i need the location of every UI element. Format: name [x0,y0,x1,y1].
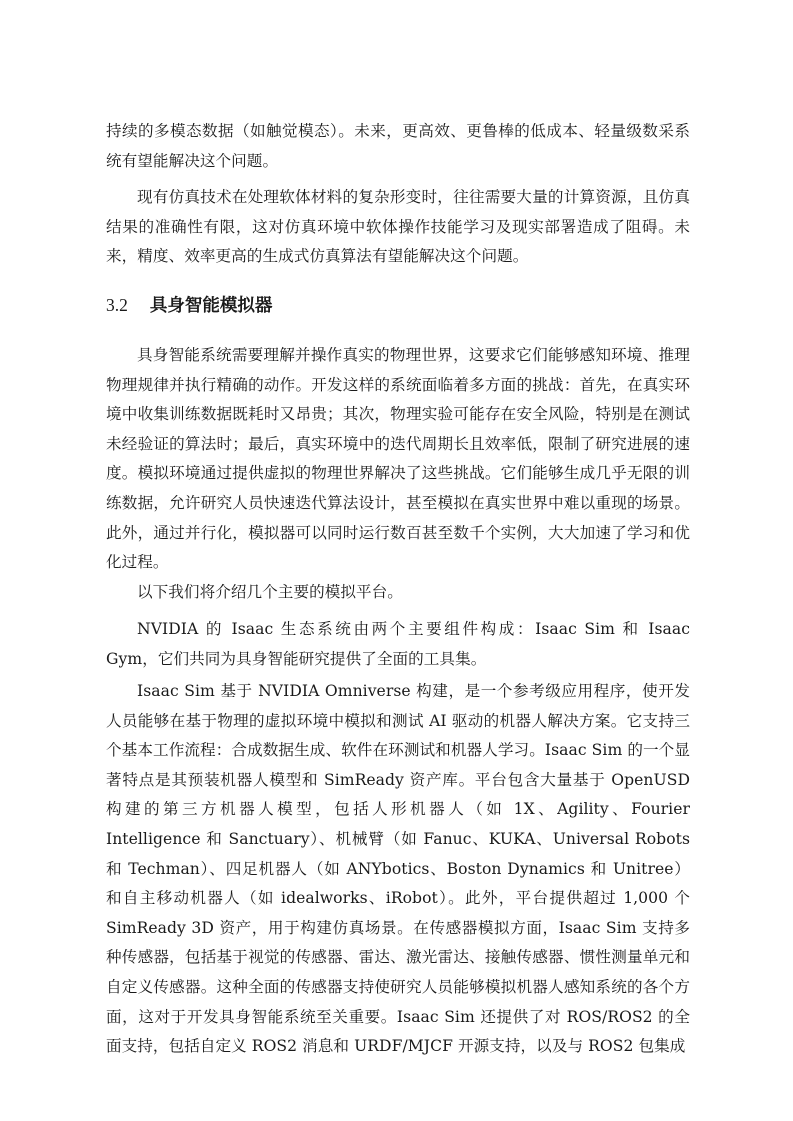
paragraph-platforms-intro: 以下我们将介绍几个主要的模拟平台。 [137,583,403,601]
section-heading [106,290,690,321]
paragraph-continued: 持续的多模态数据（如触觉模态）。未来，更高效、更鲁棒的低成本、轻量级数采系统有望能解决这个问题。 [106,122,690,170]
paragraph-isaac-ecosystem: NVIDIA 的 Isaac 生态系统由两个主要组件构成：Isaac Sim 和 Isaac Gym，它们共同为具身智能研究提供了全面的工具集。 [106,620,690,668]
section-title: 具身智能模拟器 [149,296,273,316]
paragraph-simulation-limits: 现有仿真技术在处理软体材料的复杂形变时，往往需要大量的计算资源，且仿真结果的准确性有限，这对仿真环境中软体操作技能学习及现实部署造成了阻碍。未来，精度、效率更高的生成式仿真算法有望能解决这个问题。 [106,188,690,266]
section-number: 3.2 [106,295,128,315]
paragraph-embodied-intro: 具身智能系统需要理解并操作真实的物理世界，这要求它们能够感知环境、推理物理规律并执行精确的动作。开发这样的系统面临着多方面的挑战：首先，在真实环境中收集训练数据既耗时又昂贵；其次，物理实验可能存在安全风险，特别是在测试未经验证的算法时；最后，真实环境中的迭代周期长且效率低，限制了研究进展的速度。模拟环境通过提供虚拟的物理世界解决了这些挑战。它们能够生成几乎无限的训练数据，允许研究人员快速迭代算法设计，甚至模拟在真实世界中难以重现的场景。此外，通过并行化，模拟器可以同时运行数百甚至数千个实例，大大加速了学习和优化过程。 [106,346,690,572]
paragraph-isaac-sim: Isaac Sim 基于 NVIDIA Omniverse 构建，是一个参考级应用程序，使开发人员能够在基于物理的虚拟环境中模拟和测试 AI 驱动的机器人解决方案。它支持三个基本工作流程：合成数据生成、软件在环测试和机器人学习。Isaac Sim 的一个显著特点是其预装机器人模型和 SimReady 资产库。平台包含大量基于 OpenUSD 构建的第三方机器人模型，包括人形机器人（如 1X、Agility、Fourier Intelligence 和 Sanctuary）、机械臂（如 Fanuc、KUKA、Universal Robots 和 Techman）、四足机器人（如 ANYbotics、Boston Dynamics 和 Unitree）和自主移动机器人（如 idealworks、iRobot）。此外，平台提供超过 1,000 个 SimReady 3D 资产，用于构建仿真场景。在传感器模拟方面，Isaac Sim 支持多种传感器，包括基于视觉的传感器、雷达、激光雷达、接触传感器、惯性测量单元和自定义传感器。这种全面的传感器支持使研究人员能够模拟机器人感知系统的各个方面，这对于开发具身智能系统至关重要。Isaac Sim 还提供了对 ROS/ROS2 的全面支持，包括自定义 ROS2 消息和 URDF/MJCF 开源支持，以及与 ROS2 包集成 [106,682,690,1056]
